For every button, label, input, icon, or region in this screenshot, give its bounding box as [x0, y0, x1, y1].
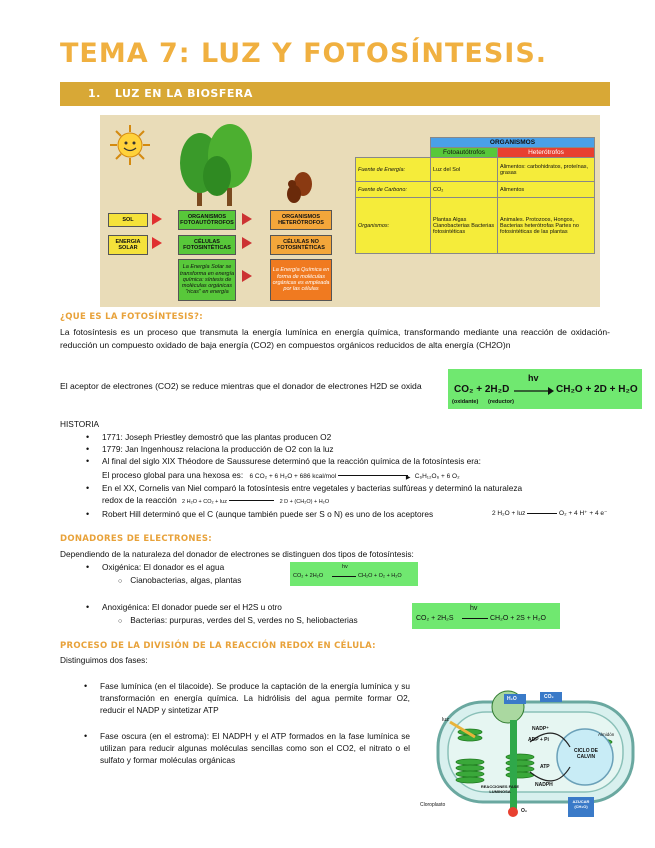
diagram-cloroplasto: Cloroplasto: [420, 802, 446, 808]
diagram-nadph: NADPH: [535, 782, 553, 788]
proceso-intro: Distinguimos dos fases:: [60, 655, 148, 665]
diagram-adp: ADP + Pi: [528, 737, 549, 743]
anoxi-eq-right: CH₂O + 2S + H₂O: [490, 615, 547, 622]
table-cell: Animales. Protozoos, Hongos, Bacterias heterótrofas Partes no fotosintéticas de las plantas: [498, 198, 595, 254]
formula-right: CH₂O + 2D + H₂O: [556, 384, 638, 395]
formula-main: [448, 369, 642, 409]
anoxigenica-sub: [118, 614, 358, 628]
sol-box: SOL: [108, 213, 148, 227]
trees-illustration: [172, 121, 262, 211]
reaction-arrow-icon: [514, 387, 554, 395]
section-bar: [60, 82, 610, 106]
list-item: • 1771: Joseph Priestley demostró que las plantas producen O2: [82, 431, 612, 443]
historia-label: HISTORIA: [60, 419, 100, 429]
table-title: ORGANISMOS: [431, 138, 595, 148]
diagram-atp: ATP: [540, 764, 550, 770]
list-item: • Al final del siglo XIX Théodore de Saussurese determinó que la reacción química de la fotosíntesis era:: [82, 455, 612, 467]
section-label: LUZ EN LA BIOSFERA: [114, 87, 253, 100]
historia-list-2: [82, 482, 610, 494]
squirrel-illustration: [283, 170, 313, 205]
hill-right: O₂ + 4 H⁺ + 4 e⁻: [559, 510, 608, 517]
table-cell: Alimentos: [498, 182, 595, 198]
energia-desc-box: La Energía Solar se transforma en energía química: síntesis de moléculas orgánicas "ricas" en energía: [178, 259, 236, 301]
eq-arrow: [332, 576, 356, 577]
anoxigenica-formula-box: [412, 603, 560, 629]
anoxi-eq-left: CO₂ + 2H₂S: [416, 615, 454, 622]
quimica-desc-box: La Energía Química en forma de moléculas orgánicas es empleada por las células: [270, 259, 332, 301]
redox-eq-right: 2 D + (CH₂O) + H₂O: [279, 499, 330, 505]
eq-arrow: ▶: [338, 475, 408, 476]
formula-left: CO₂ + 2H₂D: [454, 384, 510, 395]
oxi-eq-left: CO₂ + 2H₂O: [293, 573, 324, 579]
list-item: • Anoxigénica: El donador puede ser el H2S u otro: [82, 601, 402, 613]
table-col1: Fotoautótrofos: [431, 148, 498, 158]
diagram-azucar: AZUCAR (CH₂O): [572, 799, 590, 809]
hill-left: 2 H₂O + luz: [492, 510, 526, 517]
table-cell: Alimentos: carbohidratos, proteínas, grasas: [498, 158, 595, 182]
arrow-5: [242, 270, 252, 282]
list-item: • Fase oscura (en el estroma): El NADPH y el ATP formados en la fase lumínica se utilizan para reducir algunas moléculas sencillas como son el CO2, el nitrato o el sulfato y formar moléculas orgánicas: [80, 730, 410, 766]
org-foto-box: ORGANISMOS FOTOAUTÓTROFOS: [178, 210, 236, 230]
formula-sub-oxidante: (oxidante): [452, 399, 479, 405]
section-heading: [88, 87, 253, 100]
eq-arrow: [229, 500, 274, 501]
redox-eq-left: 2 H₂O + CO₂ + luz: [182, 499, 227, 505]
oxi-eq-right: CH₂O + O₂ + H₂O: [358, 573, 402, 579]
arrow-2: [152, 237, 162, 249]
donadores-intro: Dependiendo de la naturaleza del donador de electrones se distinguen dos tipos de fotosíntesis:: [60, 549, 414, 559]
formula-hv: hv: [528, 373, 539, 383]
diagram-co2: CO₂: [544, 694, 554, 700]
table-row-label: Fuente de Carbono:: [356, 182, 431, 198]
arrow-1: [152, 213, 162, 225]
table-row-label: Fuente de Energía:: [356, 158, 431, 182]
table-cell: Plantas Algas Cianobacterias Bacterias fotosintéticas: [431, 198, 498, 254]
eq-arrow: [527, 513, 557, 514]
table-row-label: Organismos:: [356, 198, 431, 254]
list-item: • Oxigénica: El donador es el agua: [82, 561, 302, 573]
oxigenica-sub: [118, 574, 241, 588]
oxi-eq-hv: hv: [342, 564, 348, 570]
bullet-circle-icon: ○: [118, 618, 123, 625]
bullet-circle-icon: ○: [118, 578, 123, 585]
sun-icon: [108, 123, 152, 167]
diagram-reacciones: REACCIONES FASE LUMINOSA: [480, 784, 520, 794]
list-item: • Robert Hill determinó que el C (aunque también puede ser S o N) es uno de los aceptores: [82, 508, 482, 520]
eq-arrow: [462, 618, 488, 619]
org-hetero-box: ORGANISMOS HETERÓTROFOS: [270, 210, 332, 230]
redox-line: [102, 494, 329, 508]
chloroplast-diagram: [420, 662, 640, 822]
fases-list: [80, 680, 410, 766]
aceptor-text: El aceptor de electrones (CO2) se reduce mientras que el donador de electrones H2D se oxida: [60, 381, 422, 391]
glucosa-line: [102, 469, 460, 483]
table-cell: Luz del Sol: [431, 158, 498, 182]
diagram-nadp: NADP⁺: [532, 726, 549, 732]
list-item: • En el XX, Cornelis van Niel comparó la fotosíntesis entre vegetales y bacterias sulfúreas y determinó la naturaleza: [82, 482, 610, 494]
diagram-h2o: H₂O: [507, 696, 517, 702]
proceso-heading: PROCESO DE LA DIVISIÓN DE LA REACCIÓN REDOX EN CÉLULA:: [60, 641, 376, 651]
historia-list: [82, 431, 612, 467]
glucosa-right: C₆H₁₂O₆ + 6 O₂: [414, 473, 460, 480]
oxigenica-sub-text: Cianobacterias, algas, plantas: [130, 575, 242, 585]
arrow-3: [242, 213, 252, 225]
redox-text: redox de la reacción: [102, 495, 177, 505]
anoxi-eq-hv: hv: [470, 605, 478, 612]
oxigenica-formula-box: [290, 562, 418, 586]
glucosa-eq: 6 CO₂ + 6 H₂O + 686 kcal/mol: [249, 473, 337, 480]
arrow-4: [242, 237, 252, 249]
formula-sub-reductor: (reductor): [488, 399, 514, 405]
anoxigenica-list: [82, 601, 402, 613]
glucosa-text: El proceso global para una hexosa es:: [102, 470, 244, 480]
section-number: 1.: [88, 87, 101, 100]
organismos-table: [355, 137, 595, 254]
table-cell: CO₂: [431, 182, 498, 198]
energia-solar-box: ENERGIA SOLAR: [108, 235, 148, 255]
cel-no-foto-box: CÉLULAS NO FOTOSINTÉTICAS: [270, 235, 332, 255]
anoxigenica-sub-text: Bacterias: purpuras, verdes del S, verdes no S, heliobacterias: [130, 615, 358, 625]
list-item: • Fase lumínica (en el tilacoide). Se produce la captación de la energía lumínica y su transformación en energía química. La hidrólisis del agua permite formar O2, reducir el NADP y sintetizar ATP: [80, 680, 410, 716]
que-es-heading: ¿QUE ES LA FOTOSÍNTESIS?:: [60, 312, 203, 322]
que-es-paragraph: La fotosíntesis es un proceso que transmuta la energía lumínica en energía química, transformando mediante una reacción de oxidación-reducción un compuesto oxidado de baja energía (CO2) en compuestos orgánicos reducidos de alta energía (CH2O)n: [60, 327, 610, 350]
formula-main-box: [448, 369, 642, 409]
hill-eq: [492, 508, 607, 520]
diagram-luz: luz: [442, 717, 450, 723]
historia-list-3: [82, 508, 482, 520]
list-item: • 1779: Jan Ingenhousz relaciona la producción de O2 con la luz: [82, 443, 612, 455]
diagram-ciclo: CICLO DE CALVIN: [574, 748, 598, 760]
table-col2: Heterótrofos: [498, 148, 595, 158]
oxigenica-list: [82, 561, 302, 573]
cel-foto-box: CÉLULAS FOTOSINTÉTICAS: [178, 235, 236, 255]
page-title: TEMA 7: LUZ Y FOTOSÍNTESIS.: [60, 38, 548, 69]
diagram-almidon: Almidón: [598, 732, 615, 737]
biosfera-diagram: [100, 115, 600, 307]
diagram-o2: O₂: [521, 808, 528, 814]
donadores-heading: DONADORES DE ELECTRONES:: [60, 534, 212, 544]
